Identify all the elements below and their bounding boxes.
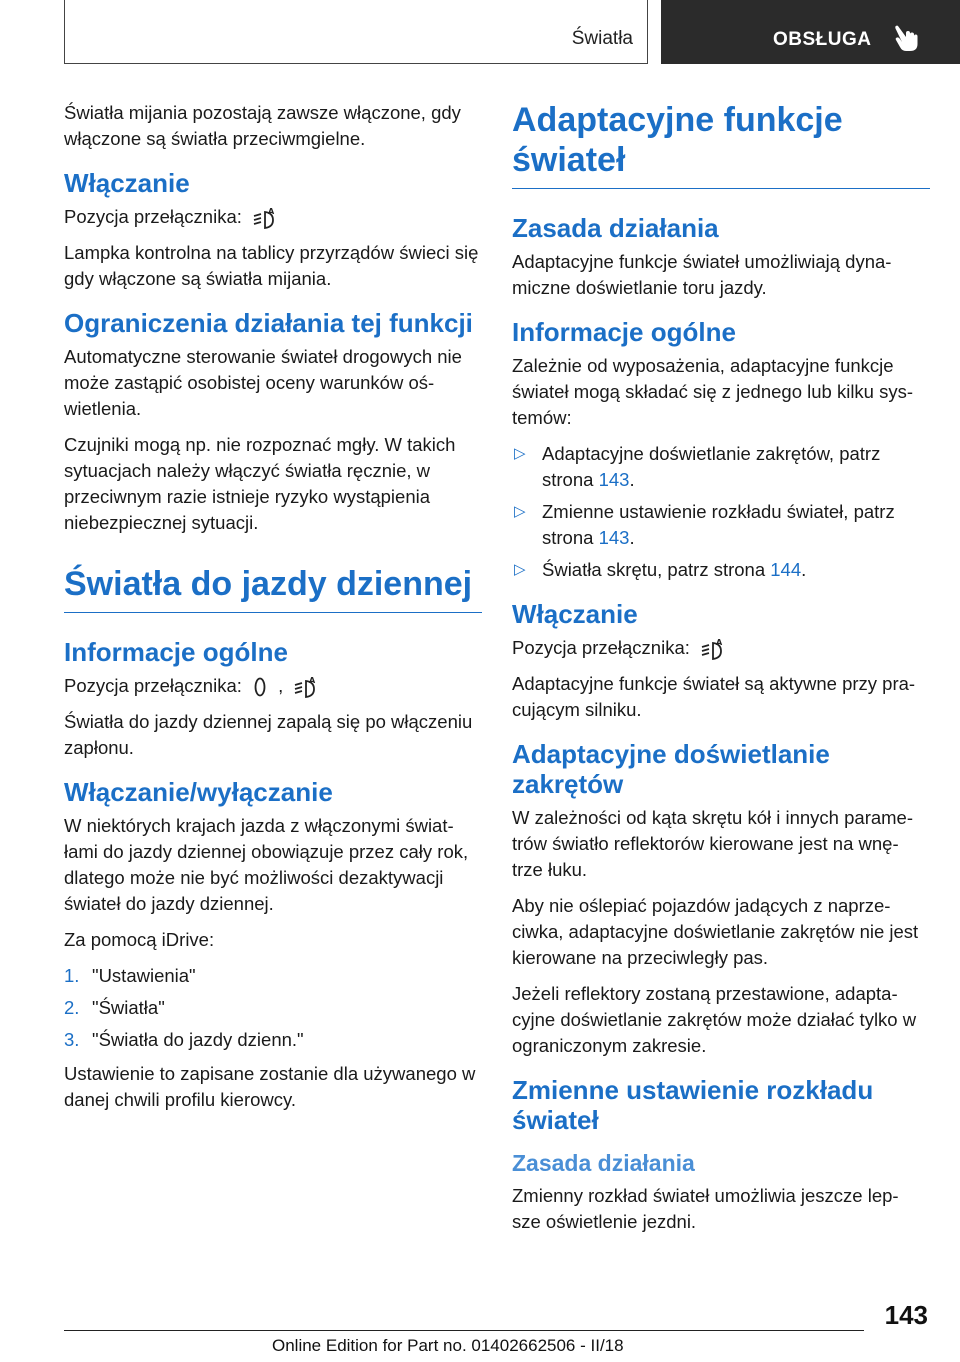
header-chapter-title: OBSŁUGA <box>773 29 872 50</box>
footer-edition: Online Edition for Part no. 01402662506 - II/18 <box>272 1336 624 1355</box>
heading-on-off: Włączanie/wyłączanie <box>64 777 333 808</box>
header-section-box <box>64 0 648 64</box>
page-link[interactable]: 143 <box>598 527 630 548</box>
idrive-steps-list <box>64 963 482 1053</box>
heading-limitations: Ograniczenia działania tej funkcji <box>64 308 473 339</box>
triangle-bullet-icon: ▷ <box>514 445 526 462</box>
page-link[interactable]: 144 <box>770 559 802 580</box>
footer-divider <box>64 1330 864 1331</box>
list-item: 2. "Światła" <box>64 997 165 1019</box>
page-link[interactable]: 143 <box>598 469 630 490</box>
low-beam-auto-icon <box>251 206 277 230</box>
on-off-paragraph-1: W niektórych krajach jazda z włączonymi świat- łami do jazdy dziennej obowiązuje przez cały rok, dlatego może nie być możliwości dezaktywacji świateł do jazdy dziennej. <box>64 815 469 915</box>
switch-position-label: Pozycja przełącznika: <box>64 206 242 227</box>
active-text: Adaptacyjne funkcje świateł są aktywne przy pra- cującym silniku. <box>512 673 916 721</box>
general-info-text: Zależnie od wyposażenia, adaptacyjne funkcje świateł mogą składać się z jednego lub kilku sys- temów: <box>512 355 914 428</box>
drl-switch-position-line <box>64 673 482 699</box>
list-item: ▷ Zmienne ustawienie rozkładu świateł, patrz strona 143. <box>514 501 895 548</box>
drl-info-text: Światła do jazdy dziennej zapalą się po włączeniu zapłonu. <box>64 711 473 759</box>
heading-variable-distribution: Zmienne ustawienie rozkładu świateł <box>512 1075 874 1136</box>
curve-paragraph-1: W zależności od kąta skrętu kół i innych parame- trów światło reflektorów kierowane jest na wnę- trze łuku. <box>512 807 914 881</box>
limitations-paragraph-2: Czujniki mogą np. nie rozpoznać mgły. W takich sytuacjach należy włączyć światła ręcznie, w przeciwnym razie istnieje ryzyko wystąpienia niebezpiecznej sytuacji. <box>64 434 456 534</box>
triangle-bullet-icon: ▷ <box>514 561 526 578</box>
low-beam-auto-icon <box>292 675 318 699</box>
heading-wlaczanie: Włączanie <box>64 168 190 198</box>
switch-position-line-right <box>512 635 930 661</box>
heading-drl-info: Informacje ogólne <box>64 637 288 668</box>
drl-switch-position-label: Pozycja przełącznika: <box>64 675 242 697</box>
list-item: 1. "Ustawienia" <box>64 965 196 987</box>
title-daytime-lights: Światła do jazdy dziennej <box>64 564 482 613</box>
low-beam-auto-icon <box>699 637 725 661</box>
title-adaptive-lights: Adaptacyjne funkcje świateł <box>512 100 930 189</box>
drl-position-separator: , <box>278 675 284 697</box>
pointing-hand-icon <box>893 24 919 52</box>
list-item: 3. "Światła do jazdy dzienn." <box>64 1029 304 1051</box>
header-section-title: Światła <box>571 28 633 49</box>
heading-general-info: Informacje ogólne <box>512 317 736 347</box>
header-chapter-box <box>661 0 960 64</box>
heading-wlaczanie-right: Włączanie <box>512 599 638 629</box>
right-column <box>512 100 930 1245</box>
light-off-icon <box>251 675 269 699</box>
curve-paragraph-2: Aby nie oślepiać pojazdów jadących z naprze- ciwka, adaptacyjne doświetlanie zakrętów nie jest kierowane na przeciwległy pas. <box>512 895 919 969</box>
limitations-paragraph-1: Automatyczne sterowanie świateł drogowych nie może zastąpić osobistej oceny warunków oś- wietlenia. <box>64 346 462 420</box>
page-number: 143 <box>884 1300 928 1330</box>
intro-paragraph: Światła mijania pozostają zawsze włączone, gdy włączone są światła przeciwmgielne. <box>64 102 461 149</box>
curve-paragraph-3: Jeżeli reflektory zostaną przestawione, adapta- cyjne doświetlanie zakrętów może działać tylko w ograniczonym zakresie. <box>512 983 917 1057</box>
switch-position-label: Pozycja przełącznika: <box>512 637 690 658</box>
principle-text: Adaptacyjne funkcje świateł umożliwiają dyna- miczne doświetlanie toru jazdy. <box>512 251 892 298</box>
indicator-text: Lampka kontrolna na tablicy przyrządów świeci się gdy włączone są światła mijania. <box>64 242 479 290</box>
svg-text:A: A <box>309 676 316 686</box>
svg-text:A: A <box>716 638 723 648</box>
heading-adaptive-curve: Adaptacyjne doświetlanie zakrętów <box>512 739 830 800</box>
left-column <box>64 100 482 1123</box>
triangle-bullet-icon: ▷ <box>514 503 526 520</box>
list-item: ▷ Światła skrętu, patrz strona 144. <box>512 557 930 583</box>
list-item: ▷ Adaptacyjne doświetlanie zakrętów, patrz strona 143. <box>514 443 881 490</box>
on-off-paragraph-3: Ustawienie to zapisane zostanie dla używanego w danej chwili profilu kierowcy. <box>64 1063 476 1111</box>
systems-list <box>512 441 930 583</box>
variable-text: Zmienny rozkład świateł umożliwia jeszcze lep- sze oświetlenie jezdni. <box>512 1185 899 1233</box>
heading-principle: Zasada działania <box>512 213 719 243</box>
on-off-paragraph-2: Za pomocą iDrive: <box>64 929 215 951</box>
svg-text:A: A <box>268 207 275 217</box>
switch-position-line <box>64 204 482 230</box>
subheading-principle: Zasada działania <box>512 1150 695 1177</box>
